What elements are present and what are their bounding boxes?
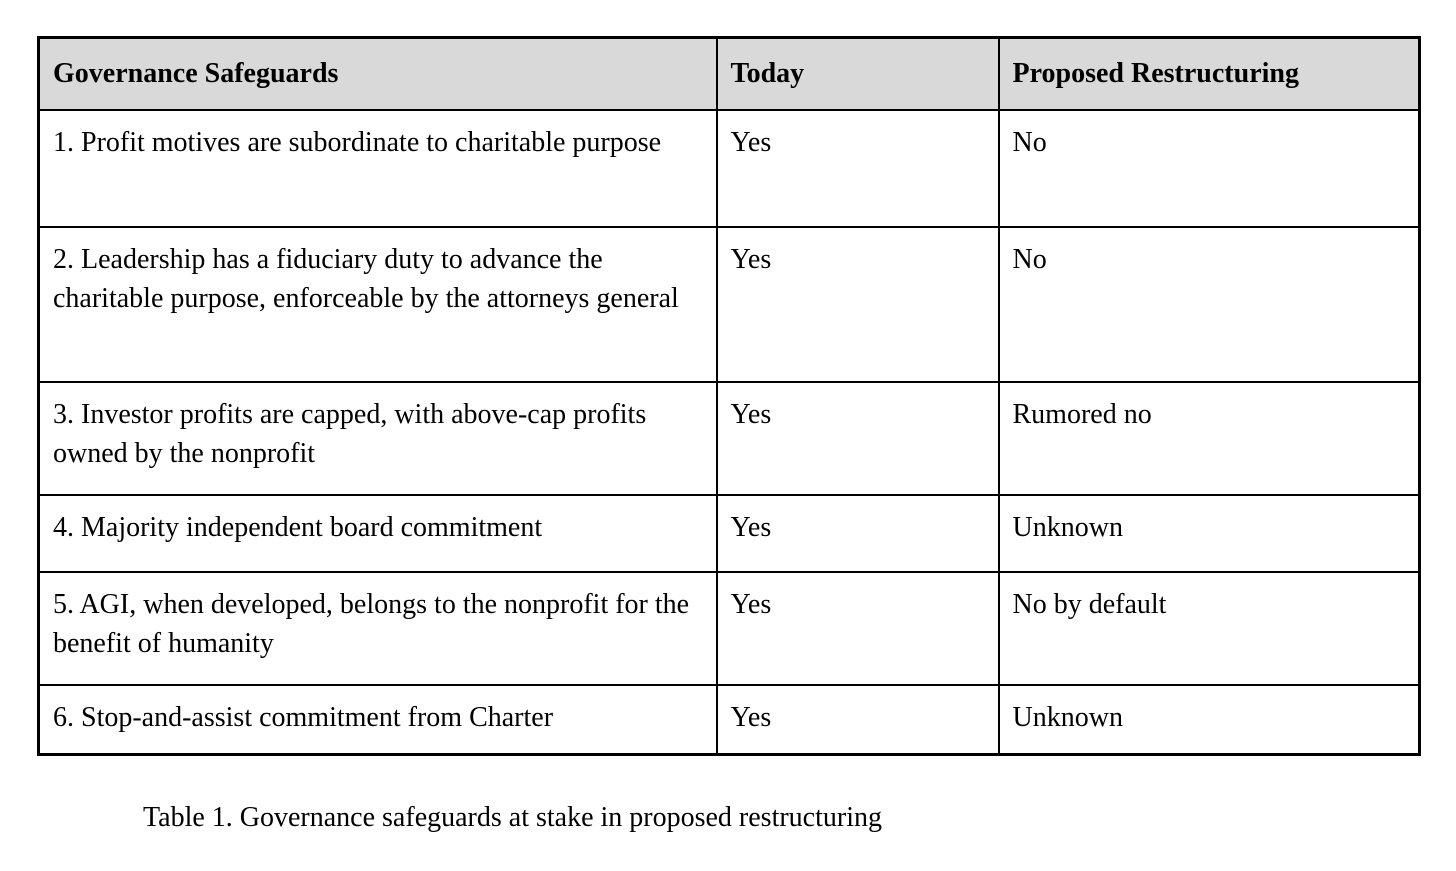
table-header (39, 38, 1420, 110)
table-row (39, 227, 1420, 382)
table-caption: Table 1. Governance safeguards at stake in proposed restructuring (143, 802, 882, 833)
cell-today: Yes (717, 572, 999, 685)
table-body (39, 110, 1420, 755)
cell-proposed: Unknown (999, 495, 1420, 572)
col-header-proposed-restructuring: Proposed Restructuring (999, 38, 1420, 110)
cell-today: Yes (717, 685, 999, 755)
cell-safeguard: 3. Investor profits are capped, with above-cap profits owned by the nonprofit (39, 382, 717, 495)
table-row (39, 572, 1420, 685)
cell-safeguard: 4. Majority independent board commitment (39, 495, 717, 572)
cell-today: Yes (717, 227, 999, 382)
cell-proposed: No by default (999, 572, 1420, 685)
cell-proposed: Rumored no (999, 382, 1420, 495)
col-header-governance-safeguards: Governance Safeguards (39, 38, 717, 110)
cell-today: Yes (717, 495, 999, 572)
governance-safeguards-table (37, 36, 1421, 756)
table-row (39, 685, 1420, 755)
cell-safeguard: 6. Stop-and-assist commitment from Charter (39, 685, 717, 755)
cell-safeguard: 2. Leadership has a fiduciary duty to advance the charitable purpose, enforceable by the attorneys general (39, 227, 717, 382)
table-row (39, 110, 1420, 227)
cell-today: Yes (717, 110, 999, 227)
cell-proposed: Unknown (999, 685, 1420, 755)
table-row (39, 382, 1420, 495)
cell-proposed: No (999, 227, 1420, 382)
cell-today: Yes (717, 382, 999, 495)
col-header-today: Today (717, 38, 999, 110)
cell-safeguard: 1. Profit motives are subordinate to charitable purpose (39, 110, 717, 227)
cell-safeguard: 5. AGI, when developed, belongs to the nonprofit for the benefit of humanity (39, 572, 717, 685)
cell-proposed: No (999, 110, 1420, 227)
header-row (39, 38, 1420, 110)
table-row (39, 495, 1420, 572)
